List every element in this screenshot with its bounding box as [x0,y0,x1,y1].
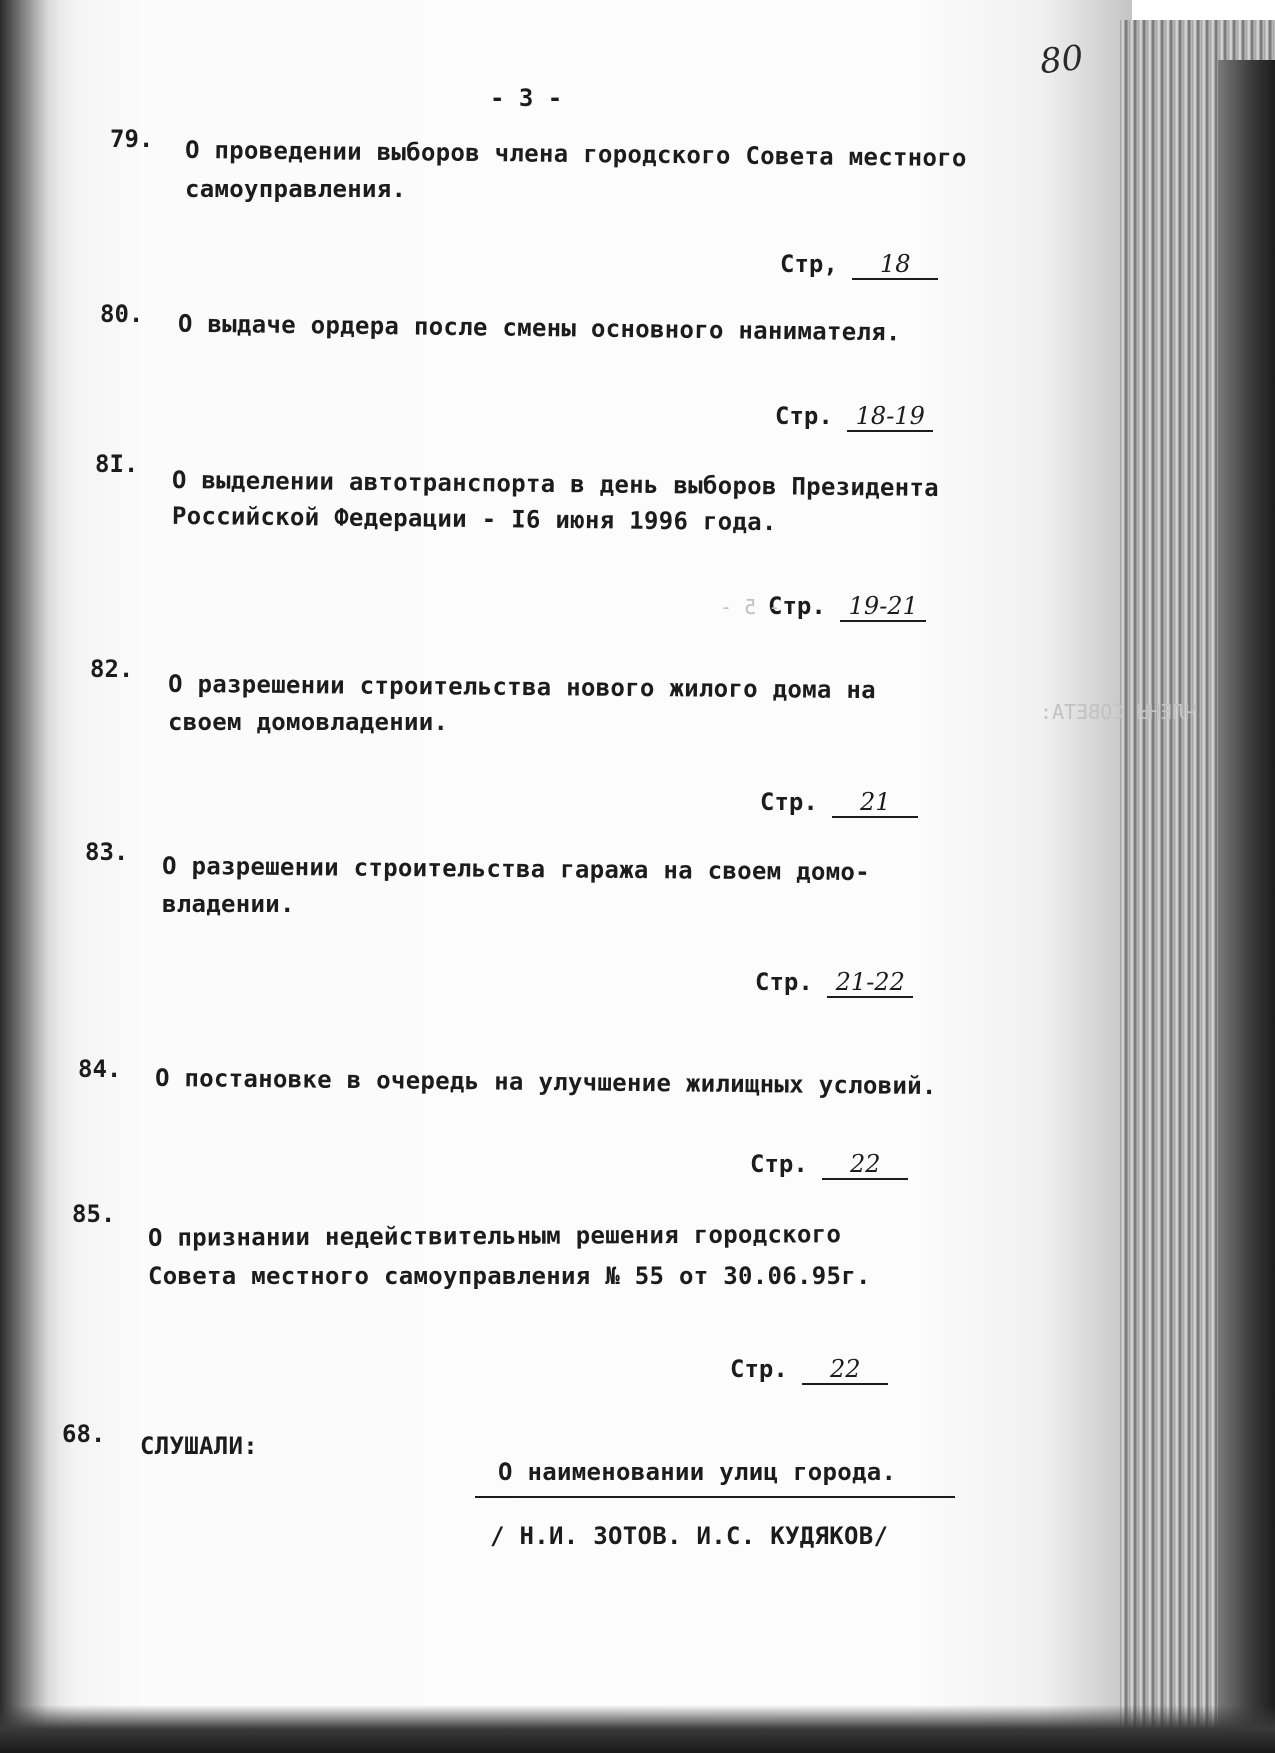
left-binding-shadow [0,0,60,1753]
page-ref [750,1150,908,1180]
page-ref [755,968,913,998]
heard-number: 68. [62,1420,106,1448]
page-ref [760,788,918,818]
item-number: 79. [110,125,154,153]
item-title-line: Совета местного самоуправления № 55 от 30.06.95г. [148,1262,871,1290]
item-title-line: владении. [162,890,295,918]
page-ref-label: Стр. [775,402,833,430]
item-title-line: О разрешении строительства нового жилого дома на [167,669,877,705]
heard-label: СЛУШАЛИ: [140,1432,258,1460]
page-ref-value: 22 [822,1150,908,1180]
page-ref-value: 18-19 [847,402,933,432]
item-number: 83. [85,838,129,866]
page-stack-shadow [1218,60,1275,1753]
bleed-through-text: - 5 - [720,595,781,619]
item-number: 84. [78,1055,122,1083]
page-ref-label: Стр. [750,1150,808,1178]
page-ref-value: 18 [852,250,938,280]
item-title-line: О постановке в очередь на улучшение жилищных условий. [154,1063,937,1101]
item-number: 82. [90,655,134,683]
item-title-line: О разрешении строительства гаража на своем домо- [161,851,871,887]
item-number: 80. [100,300,144,328]
page-ref-label: Стр. [755,968,813,996]
page-ref [780,250,938,280]
item-number: 8I. [95,450,139,478]
heard-speakers: / Н.И. ЗОТОВ. И.С. КУДЯКОВ/ [490,1522,889,1550]
page-number: - 3 - [490,84,563,112]
page-ref [775,402,933,432]
page-ref-value: 21 [832,788,918,818]
page-ref-label: Стр, [780,250,838,278]
item-title-line: О выдаче ордера после смены основного нанимателя. [177,309,901,347]
item-title-line: О проведении выборов члена городского Совета местного [184,135,967,173]
page-ref-value: 22 [802,1355,888,1385]
item-number: 85. [72,1200,116,1228]
page-ref-value: 19-21 [840,592,926,622]
page-ref [768,592,926,622]
page-ref-label: Стр. [760,788,818,816]
page-ref [730,1355,888,1385]
item-title-line: О выделении автотранспорта в день выборов Президента [171,465,940,503]
item-title-line: своем домовладении. [168,708,449,736]
archive-sheet-number: 80 [1038,37,1086,83]
page-ref-label: Стр. [730,1355,788,1383]
item-title-line: Российской Федерации - I6 июня 1996 года. [171,501,777,537]
page-ref-value: 21-22 [827,968,913,998]
page-ref-label: Стр. [768,592,826,620]
item-title-line: самоуправления. [185,175,407,203]
bleed-through-text: ЧЛЕНЫ СОВЕТА: [1040,700,1197,724]
bottom-shadow [0,1705,1275,1753]
topic-underline [475,1496,955,1498]
heard-topic: О наименовании улиц города. [498,1458,897,1486]
item-title-line: О признании недействительным решения городского [147,1220,842,1252]
